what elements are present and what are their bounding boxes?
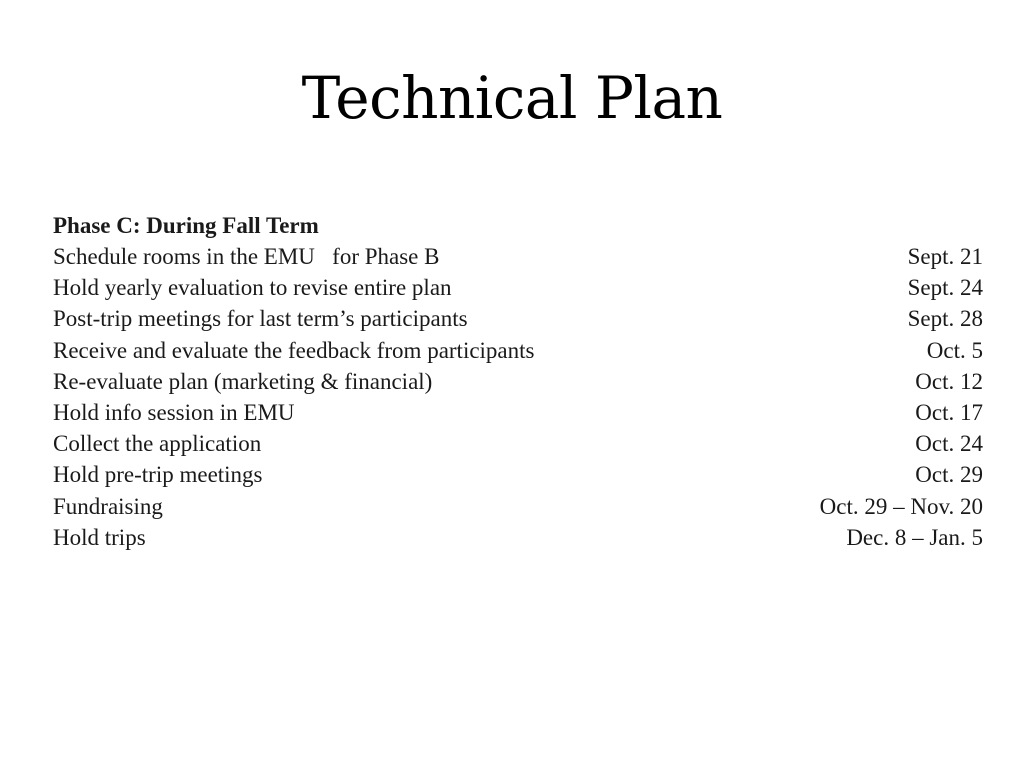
- task-date: Sept. 24: [907, 275, 983, 301]
- task-label: Hold yearly evaluation to revise entire plan: [53, 275, 452, 301]
- task-label: Post-trip meetings for last term’s participants: [53, 306, 468, 332]
- task-date: Oct. 29: [915, 462, 983, 488]
- task-label: Schedule rooms in the EMU for Phase B: [53, 244, 440, 269]
- task-label: Fundraising: [53, 493, 163, 519]
- schedule-row: [53, 335, 983, 366]
- task-label: Hold pre-trip meetings: [53, 462, 263, 488]
- task-label: Re-evaluate plan (marketing & financial): [53, 368, 433, 394]
- slide-title: Technical Plan: [301, 64, 723, 132]
- schedule-row: [53, 303, 983, 334]
- task-label: Hold info session in EMU: [53, 399, 295, 425]
- task-date: Oct. 5: [926, 337, 983, 363]
- phase-heading: Phase C: During Fall Term: [53, 213, 319, 238]
- task-label: Receive and evaluate the feedback from participants: [53, 337, 535, 363]
- schedule-row: [53, 428, 983, 459]
- schedule-row: [53, 366, 983, 397]
- schedule-row: [53, 397, 983, 428]
- schedule-row: [53, 491, 983, 522]
- schedule-row: [53, 522, 983, 553]
- task-date: Sept. 28: [907, 306, 983, 332]
- schedule-table: [53, 210, 983, 553]
- task-label: Hold trips: [53, 524, 146, 550]
- task-date: Oct. 24: [915, 431, 983, 457]
- schedule-row: [53, 241, 983, 272]
- task-date: Oct. 29 – Nov. 20: [819, 493, 983, 519]
- task-date: Dec. 8 – Jan. 5: [846, 524, 983, 550]
- schedule-row: [53, 272, 983, 303]
- task-date: Oct. 17: [915, 399, 983, 425]
- task-date: Sept. 21: [907, 244, 983, 269]
- task-date: Oct. 12: [915, 368, 983, 394]
- task-label: Collect the application: [53, 431, 262, 457]
- schedule-row: [53, 459, 983, 490]
